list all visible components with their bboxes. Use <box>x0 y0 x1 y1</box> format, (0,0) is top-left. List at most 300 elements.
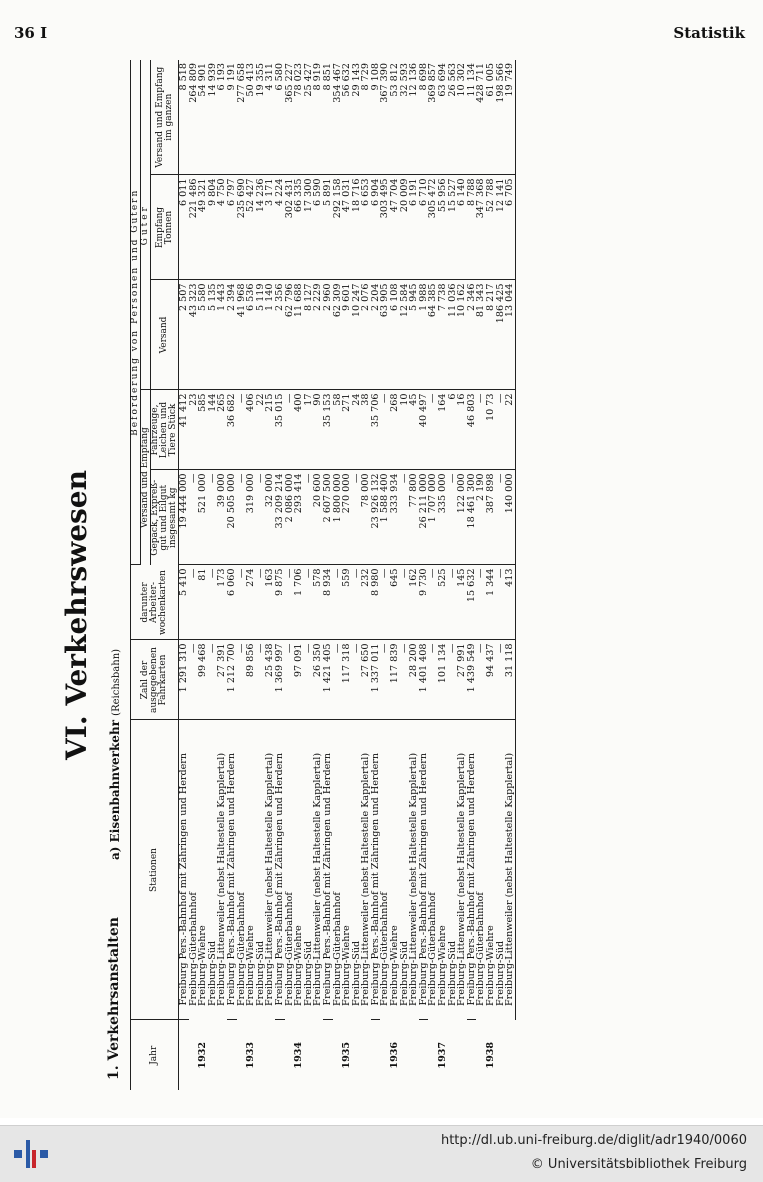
value-cell: 20 600 <box>313 470 323 565</box>
col-year: Jahr <box>131 1020 179 1090</box>
year-cell: 1936 <box>389 1041 401 1069</box>
year-cell: 1934 <box>293 1041 305 1069</box>
station-cell: Freiburg-Littenweiler (nebst Haltestelle Kapplertal) <box>408 752 420 1006</box>
value-cell: 39 000 <box>217 470 227 565</box>
year-cell: 1935 <box>341 1041 353 1069</box>
value-cell: 66 335 <box>294 175 304 280</box>
station-cell: Freiburg-Güterbahnhof <box>283 892 295 1006</box>
value-cell: 6 140 <box>457 175 467 280</box>
value-cell: — <box>400 565 410 640</box>
value-cell: 45 <box>409 390 419 470</box>
value-cell: 8 934 <box>323 565 333 640</box>
col-worker: darunter Arbeiter-wochenkarten <box>131 565 179 640</box>
value-cell: 27 650 <box>361 640 371 720</box>
col-tickets: Zahl der ausgegebenen Fahrkarten <box>131 640 179 720</box>
value-cell: 64 385 <box>428 280 438 390</box>
value-cell: 578 <box>313 565 323 640</box>
value-cell: 90 <box>313 390 323 470</box>
value-cell: 319 000 <box>246 470 256 565</box>
value-cell: 270 000 <box>342 470 352 565</box>
value-cell: 6 904 <box>371 175 381 280</box>
value-cell: 387 898 <box>486 470 496 565</box>
value-cell: 406 <box>246 390 256 470</box>
value-cell: 43 323 <box>189 280 199 390</box>
value-cell: 10 <box>400 390 410 470</box>
value-cell: — <box>285 565 295 640</box>
value-cell: 56 632 <box>342 60 352 175</box>
value-cell: — <box>428 390 438 470</box>
value-cell: 40 497 <box>419 390 429 470</box>
value-cell: 25 438 <box>265 640 275 720</box>
value-cell: 26 563 <box>448 60 458 175</box>
section-title: 1. Verkehrsanstalten <box>106 917 122 1080</box>
library-logo-icon <box>14 1136 48 1172</box>
value-cell: — <box>256 470 266 565</box>
value-cell: 77 800 <box>409 470 419 565</box>
value-cell: 5 945 <box>409 280 419 390</box>
value-cell: 20 505 000 <box>227 470 237 565</box>
value-cell: 52 427 <box>246 175 256 280</box>
copyright-text: © Universitätsbibliothek Freiburg <box>530 1157 747 1172</box>
station-cell: Freiburg Pers.-Bahnhof mit Zähringen und Herdern <box>275 720 285 1020</box>
value-cell: 19 355 <box>256 60 266 175</box>
station-cell: Freiburg-Wiehre <box>389 925 401 1006</box>
year-cell: 1937 <box>437 1041 449 1069</box>
value-cell: 29 143 <box>352 60 362 175</box>
value-cell: — <box>380 565 390 640</box>
value-cell: 1 439 549 <box>467 640 477 720</box>
station-cell: Freiburg-Littenweiler (nebst Haltestelle Kapplertal) <box>505 720 515 1020</box>
value-cell: 1 212 700 <box>227 640 237 720</box>
value-cell: 333 934 <box>390 470 400 565</box>
chapter-title: VI. Verkehrswesen <box>60 470 93 760</box>
value-cell: 6 193 <box>217 60 227 175</box>
value-cell: — <box>352 640 362 720</box>
value-cell: 5 580 <box>198 280 208 390</box>
value-cell: 23 926 132 <box>371 470 381 565</box>
value-cell: — <box>285 390 295 470</box>
value-cell: 6 590 <box>313 175 323 280</box>
value-cell: 8 518 <box>179 60 189 175</box>
value-cell: 117 839 <box>390 640 400 720</box>
value-cell: 62 309 <box>333 280 343 390</box>
station-cell: Freiburg-Wiehre <box>245 925 257 1006</box>
station-cell: Freiburg-Littenweiler (nebst Haltestelle Kapplertal) <box>312 752 324 1006</box>
station-cell: Freiburg-Wiehre <box>437 925 449 1006</box>
col-group-top: Beförderung von Personen und Gütern <box>131 60 141 565</box>
value-cell: — <box>237 470 247 565</box>
value-cell: 101 134 <box>438 640 448 720</box>
value-cell: — <box>496 390 506 470</box>
value-cell: 413 <box>505 565 515 640</box>
station-cell: Freiburg-Wiehre <box>341 925 353 1006</box>
subsection-label: a) Eisenbahnverkehr <box>108 720 122 860</box>
value-cell: — <box>208 565 218 640</box>
value-cell: 277 658 <box>237 60 247 175</box>
value-cell: 32 000 <box>265 470 275 565</box>
value-cell: 8 127 <box>304 280 314 390</box>
value-cell: — <box>448 470 458 565</box>
value-cell: 9 875 <box>275 565 285 640</box>
value-cell: 117 318 <box>342 640 352 720</box>
value-cell: 89 856 <box>246 640 256 720</box>
value-cell: 28 200 <box>409 640 419 720</box>
value-cell: 163 <box>265 565 275 640</box>
value-cell: 302 431 <box>285 175 295 280</box>
value-cell: 198 566 <box>496 60 506 175</box>
value-cell: 26 350 <box>313 640 323 720</box>
value-cell: 10 73 <box>486 390 496 470</box>
value-cell: 52 788 <box>486 175 496 280</box>
value-cell: — <box>352 470 362 565</box>
value-cell: 369 857 <box>428 60 438 175</box>
value-cell: 1 401 408 <box>419 640 429 720</box>
value-cell: — <box>304 470 314 565</box>
value-cell: 645 <box>390 565 400 640</box>
value-cell: 27 391 <box>217 640 227 720</box>
station-cell: Freiburg-Süd <box>446 940 458 1006</box>
value-cell: 47 704 <box>390 175 400 280</box>
value-cell: 35 015 <box>275 390 285 470</box>
value-cell: 1 140 <box>265 280 275 390</box>
col-group-send-recv: Versand und Empfang <box>141 390 151 565</box>
station-cell: Freiburg-Wiehre <box>293 925 305 1006</box>
value-cell: 17 300 <box>304 175 314 280</box>
running-title: Statistik <box>673 24 745 42</box>
value-cell: 335 000 <box>438 470 448 565</box>
station-cell: Freiburg Pers.-Bahnhof mit Zähringen und Herdern <box>323 720 333 1020</box>
value-cell: 9 191 <box>227 60 237 175</box>
value-cell: 41 412 <box>179 390 189 470</box>
value-cell: 18 716 <box>352 175 362 280</box>
station-cell: Freiburg-Süd <box>254 940 266 1006</box>
value-cell: 6 011 <box>179 175 189 280</box>
value-cell: 38 <box>361 390 371 470</box>
value-cell: 10 162 <box>457 280 467 390</box>
col-goods-total: Versand und Empfang im ganzen <box>151 60 179 175</box>
value-cell: 428 711 <box>476 60 486 175</box>
value-cell: — <box>304 640 314 720</box>
value-cell: 55 956 <box>438 175 448 280</box>
table-body <box>179 60 516 1090</box>
value-cell: 6 191 <box>409 175 419 280</box>
value-cell: 2 507 <box>179 280 189 390</box>
value-cell: 8 980 <box>371 565 381 640</box>
station-cell: Freiburg-Güterbahnhof <box>379 892 391 1006</box>
value-cell: 271 <box>342 390 352 470</box>
value-cell: 585 <box>198 390 208 470</box>
value-cell: 23 <box>189 390 199 470</box>
value-cell: 264 809 <box>189 60 199 175</box>
value-cell: 12 584 <box>400 280 410 390</box>
value-cell: 62 796 <box>285 280 295 390</box>
value-cell: — <box>496 470 506 565</box>
value-cell: 15 527 <box>448 175 458 280</box>
value-cell: 173 <box>217 565 227 640</box>
value-cell: 8 788 <box>467 175 477 280</box>
value-cell: — <box>304 565 314 640</box>
value-cell: 94 437 <box>486 640 496 720</box>
value-cell: 400 <box>294 390 304 470</box>
value-cell: — <box>400 470 410 565</box>
subsection-note: (Reichsbahn) <box>111 648 122 716</box>
station-cell: Freiburg Pers.-Bahnhof mit Zähringen und Herdern <box>467 720 477 1020</box>
value-cell: 525 <box>438 565 448 640</box>
value-cell: 53 812 <box>390 60 400 175</box>
station-cell: Freiburg-Süd <box>398 940 410 1006</box>
value-cell: — <box>189 640 199 720</box>
value-cell: 35 706 <box>371 390 381 470</box>
value-cell: 303 495 <box>380 175 390 280</box>
value-cell: 5 410 <box>179 565 189 640</box>
value-cell: 22 <box>256 390 266 470</box>
value-cell: 33 209 214 <box>275 470 285 565</box>
value-cell: — <box>285 640 295 720</box>
value-cell: 1 800 000 <box>333 470 343 565</box>
value-cell: 12 136 <box>409 60 419 175</box>
value-cell: — <box>352 565 362 640</box>
value-cell: 11 036 <box>448 280 458 390</box>
value-cell: 11 688 <box>294 280 304 390</box>
subsection-title <box>108 649 122 860</box>
value-cell: 268 <box>390 390 400 470</box>
value-cell: 2 204 <box>371 280 381 390</box>
value-cell: 559 <box>342 565 352 640</box>
value-cell: 1 421 405 <box>323 640 333 720</box>
value-cell: 8 919 <box>313 60 323 175</box>
value-cell: 1 706 <box>294 565 304 640</box>
value-cell: 2 394 <box>227 280 237 390</box>
value-cell: 8 217 <box>486 280 496 390</box>
value-cell: — <box>448 640 458 720</box>
value-cell: 20 009 <box>400 175 410 280</box>
value-cell: 9 730 <box>419 565 429 640</box>
station-cell: Freiburg-Süd <box>206 940 218 1006</box>
value-cell: 41 968 <box>237 280 247 390</box>
value-cell: 31 118 <box>505 640 515 720</box>
value-cell: 1 988 <box>419 280 429 390</box>
value-cell: 8 698 <box>419 60 429 175</box>
value-cell: 7 738 <box>438 280 448 390</box>
value-cell: 4 224 <box>275 175 285 280</box>
traffic-table <box>130 60 516 1090</box>
value-cell: 6 710 <box>419 175 429 280</box>
rotated-table-block <box>60 60 680 1090</box>
value-cell: 215 <box>265 390 275 470</box>
value-cell: 6 580 <box>275 60 285 175</box>
year-cell: 1932 <box>197 1041 209 1069</box>
value-cell: 6 108 <box>390 280 400 390</box>
station-cell: Freiburg-Littenweiler (nebst Haltestelle Kapplertal) <box>216 752 228 1006</box>
value-cell: 50 413 <box>246 60 256 175</box>
station-cell: Freiburg-Güterbahnhof <box>475 892 487 1006</box>
value-cell: 2 356 <box>275 280 285 390</box>
year-cell: 1938 <box>485 1041 497 1069</box>
station-cell: Freiburg Pers.-Bahnhof mit Zähringen und Herdern <box>227 720 237 1020</box>
value-cell: 63 905 <box>380 280 390 390</box>
station-cell: Freiburg-Süd <box>494 940 506 1006</box>
value-cell: — <box>256 565 266 640</box>
value-cell: 4 311 <box>265 60 275 175</box>
value-cell: — <box>256 640 266 720</box>
value-cell: 347 368 <box>476 175 486 280</box>
value-cell: 17 <box>304 390 314 470</box>
value-cell: 4 750 <box>217 175 227 280</box>
value-cell: 5 119 <box>256 280 266 390</box>
value-cell: 6 653 <box>361 175 371 280</box>
value-cell: 293 414 <box>294 470 304 565</box>
value-cell: 305 472 <box>428 175 438 280</box>
col-goods-send: Versand <box>151 280 179 390</box>
station-cell: Freiburg-Güterbahnhof <box>235 892 247 1006</box>
value-cell: 367 390 <box>380 60 390 175</box>
value-cell: 61 005 <box>486 60 496 175</box>
value-cell: 22 <box>505 390 515 470</box>
value-cell: 9 108 <box>371 60 381 175</box>
value-cell: 162 <box>409 565 419 640</box>
value-cell: — <box>428 565 438 640</box>
value-cell: 1 344 <box>486 565 496 640</box>
col-goods-unit: Tonnen <box>163 210 174 245</box>
station-cell: Freiburg-Wiehre <box>197 925 209 1006</box>
value-cell: 221 486 <box>189 175 199 280</box>
value-cell: 6 <box>448 390 458 470</box>
value-cell: 32 593 <box>400 60 410 175</box>
value-cell: 140 000 <box>505 470 515 565</box>
station-cell: Freiburg-Süd <box>350 940 362 1006</box>
col-vehicles: Fahrzeuge, Leichen und Tiere Stück <box>151 390 179 470</box>
value-cell: — <box>496 640 506 720</box>
value-cell: — <box>237 565 247 640</box>
value-cell: 97 091 <box>294 640 304 720</box>
value-cell: — <box>237 390 247 470</box>
value-cell: 1 337 011 <box>371 640 381 720</box>
value-cell: 19 749 <box>505 60 515 175</box>
digital-library-link[interactable]: http://dl.ub.uni-freiburg.de/diglit/adr1940/0060 <box>440 1133 747 1148</box>
value-cell: — <box>208 470 218 565</box>
col-baggage: Gepäck, Expreß-gut und Eilgut insgesamt kg <box>151 470 179 565</box>
station-cell: Freiburg-Güterbahnhof <box>331 892 343 1006</box>
value-cell: 292 158 <box>333 175 343 280</box>
value-cell: 12 141 <box>496 175 506 280</box>
value-cell: 2 229 <box>313 280 323 390</box>
value-cell: 16 <box>457 390 467 470</box>
value-cell: 1 443 <box>217 280 227 390</box>
value-cell: 6 060 <box>227 565 237 640</box>
station-cell: Freiburg Pers.-Bahnhof mit Zähringen und Herdern <box>179 720 189 1020</box>
value-cell: 49 321 <box>198 175 208 280</box>
value-cell: 144 <box>208 390 218 470</box>
value-cell: 274 <box>246 565 256 640</box>
value-cell: 354 467 <box>333 60 343 175</box>
value-cell: 24 <box>352 390 362 470</box>
value-cell: 10 247 <box>352 280 362 390</box>
year-cell: 1933 <box>245 1041 257 1069</box>
value-cell: 164 <box>438 390 448 470</box>
value-cell: 9 601 <box>342 280 352 390</box>
value-cell: — <box>237 640 247 720</box>
value-cell: 2 086 000 <box>285 470 295 565</box>
value-cell: 13 044 <box>505 280 515 390</box>
value-cell: 25 427 <box>304 60 314 175</box>
col-station: Stationen <box>131 720 179 1020</box>
value-cell: 2 076 <box>361 280 371 390</box>
value-cell: 8 729 <box>361 60 371 175</box>
value-cell: — <box>476 565 486 640</box>
value-cell: 6 705 <box>505 175 515 280</box>
value-cell: 11 134 <box>467 60 477 175</box>
value-cell: 14 236 <box>256 175 266 280</box>
value-cell: 2 960 <box>323 280 333 390</box>
value-cell: 186 425 <box>496 280 506 390</box>
value-cell: — <box>380 390 390 470</box>
value-cell: — <box>333 565 343 640</box>
value-cell: 58 <box>333 390 343 470</box>
value-cell: — <box>189 470 199 565</box>
value-cell: 6 797 <box>227 175 237 280</box>
value-cell: 2 607 500 <box>323 470 333 565</box>
value-cell: 78 000 <box>361 470 371 565</box>
station-cell: Freiburg-Littenweiler (nebst Haltestelle Kapplertal) <box>456 752 468 1006</box>
value-cell: 27 991 <box>457 640 467 720</box>
value-cell: 6 536 <box>246 280 256 390</box>
value-cell: — <box>189 565 199 640</box>
value-cell: 145 <box>457 565 467 640</box>
value-cell: 47 031 <box>342 175 352 280</box>
value-cell: — <box>428 640 438 720</box>
value-cell: 78 023 <box>294 60 304 175</box>
value-cell: 235 690 <box>237 175 247 280</box>
table-row <box>505 60 515 1090</box>
value-cell: 5 891 <box>323 175 333 280</box>
value-cell: 365 227 <box>285 60 295 175</box>
value-cell: 1 707 000 <box>428 470 438 565</box>
station-cell: Freiburg-Littenweiler (nebst Haltestelle Kapplertal) <box>264 752 276 1006</box>
value-cell: 99 468 <box>198 640 208 720</box>
station-cell: Freiburg-Süd <box>302 940 314 1006</box>
value-cell: 36 682 <box>227 390 237 470</box>
col-goods-recv-label: Empfang <box>154 206 165 249</box>
page-number: 36 I <box>14 24 48 42</box>
value-cell: 54 901 <box>198 60 208 175</box>
col-goods-recv <box>151 175 179 280</box>
value-cell: 46 803 <box>467 390 477 470</box>
value-cell: 9 804 <box>208 175 218 280</box>
value-cell: — <box>476 640 486 720</box>
value-cell: 2 190 <box>476 470 486 565</box>
value-cell: 81 <box>198 565 208 640</box>
station-cell: Freiburg Pers.-Bahnhof mit Zähringen und Herdern <box>419 720 429 1020</box>
value-cell: 2 346 <box>467 280 477 390</box>
value-cell: — <box>400 640 410 720</box>
value-cell: — <box>208 640 218 720</box>
value-cell: 15 632 <box>467 565 477 640</box>
value-cell: 18 461 300 <box>467 470 477 565</box>
value-cell: 122 000 <box>457 470 467 565</box>
station-cell: Freiburg-Güterbahnhof <box>427 892 439 1006</box>
value-cell: — <box>448 565 458 640</box>
station-cell: Freiburg-Güterbahnhof <box>187 892 199 1006</box>
value-cell: 19 444 000 <box>179 470 189 565</box>
footer-bar <box>0 1125 763 1182</box>
value-cell: 265 <box>217 390 227 470</box>
value-cell: — <box>380 640 390 720</box>
station-cell: Freiburg-Wiehre <box>485 925 496 1006</box>
value-cell: 63 694 <box>438 60 448 175</box>
value-cell: — <box>476 390 486 470</box>
value-cell: — <box>496 565 506 640</box>
value-cell: 1 291 310 <box>179 640 189 720</box>
